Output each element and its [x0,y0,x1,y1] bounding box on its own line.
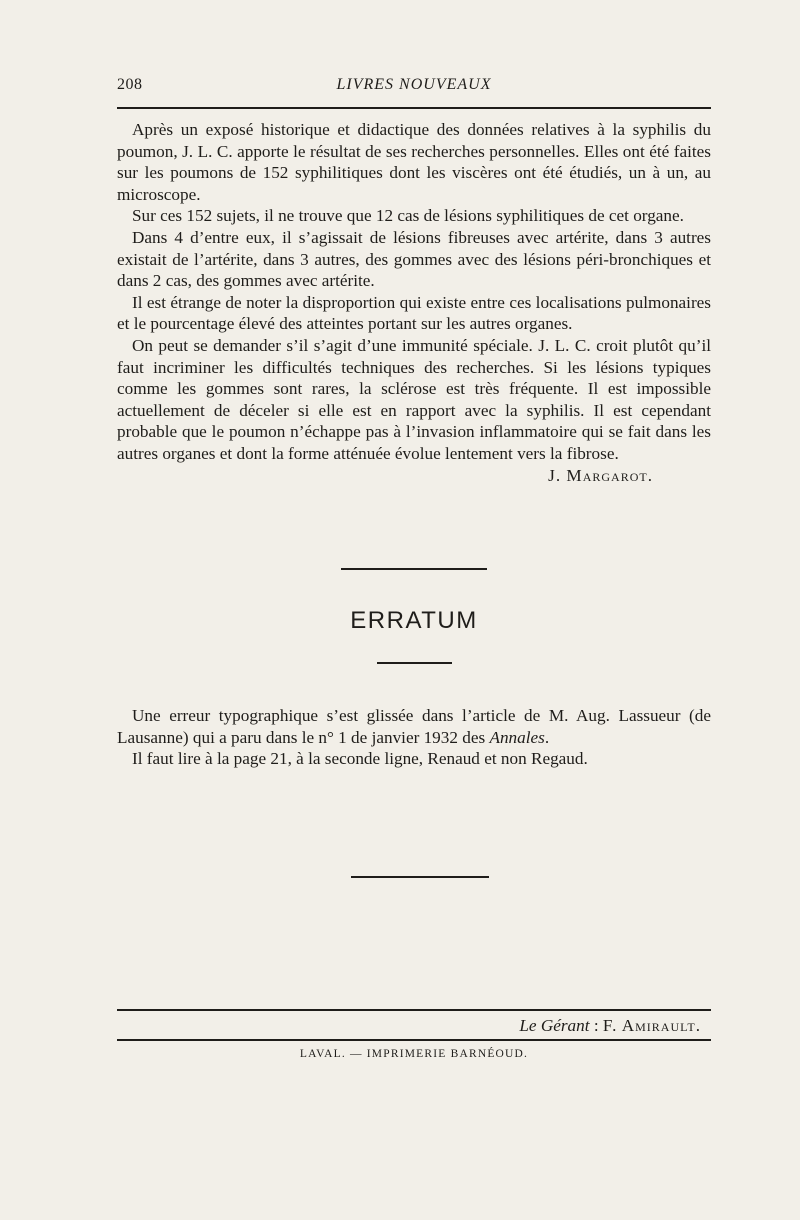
header-rule [117,107,711,109]
end-divider [351,876,489,878]
gerant-name: F. Amirault. [602,1016,701,1035]
gerant-line [117,1016,711,1036]
erratum-paragraph [117,705,711,748]
imprint: LAVAL. — IMPRIMERIE BARNÉOUD. [299,1048,529,1060]
journal-name: Annales [489,727,545,747]
erratum-paragraph: Il faut lire à la page 21, à la seconde ligne, Renaud et non Regaud. [132,749,588,769]
erratum-text-end: . [544,727,550,747]
signature-text: J. Margarot. [548,465,653,485]
review-paragraph: Sur ces 152 sujets, il ne trouve que 12 cas de lésions syphilitiques de cet organe. [132,206,684,226]
book-review [117,119,711,486]
review-paragraph: Dans 4 d’entre eux, il s’agissait de lésions fibreuses avec artérite, dans 3 autres existait de l’artérite, dans 3 autres, des gommes avec des lésions péri-bronchiques et dans 2 cas, des gommes avec artérite. [117,227,711,291]
page-number: 208 [117,76,143,93]
footer-rule-top [117,1009,711,1011]
review-paragraph: On peut se demander s’il s’agit d’une immunité spéciale. J. L. C. croit plutôt qu’il faut incriminer les difficultés techniques des recherches. Si les lésions typiques comme les gommes sont rares, la sclérose est très fréquente. Il est impossible actuellement de déceler si elle est en rapport avec la syphilis. Il est cependant probable que le poumon n’échappe pas à l’invasion inflammatoire qui se fait dans les autres organes et dont la forme atténuée évolue lentement vers la fibrose. [117,335,711,463]
running-title: LIVRES NOUVEAUX [336,76,492,93]
erratum-body [117,705,711,770]
running-head [117,76,711,100]
footer-rule-bottom [117,1039,711,1041]
gerant-separator: : [589,1016,603,1035]
gerant-label: Le Gérant [519,1016,590,1035]
section-divider [341,568,487,570]
erratum-text: Une erreur typographique s’est glissée dans l’article de M. Aug. Lassueur (de Lausanne) qui a paru dans le n° 1 de janvier 1932 des [117,706,711,747]
review-paragraph: Après un exposé historique et didactique des données relatives à la syphilis du poumon, J. L. C. apporte le résultat de ses recherches personnelles. Elles ont été faites sur les poumons de 152 syphilitiques dont les viscères ont été étudiés, un à un, au microscope. [117,120,711,204]
review-paragraph: Il est étrange de noter la disproportion qui existe entre ces localisations pulmonaires et le pourcentage élevé des atteintes portant sur les autres organes. [117,292,711,334]
heading-underline [377,662,452,664]
erratum-heading: ERRATUM [350,607,478,634]
review-signature [117,465,711,487]
